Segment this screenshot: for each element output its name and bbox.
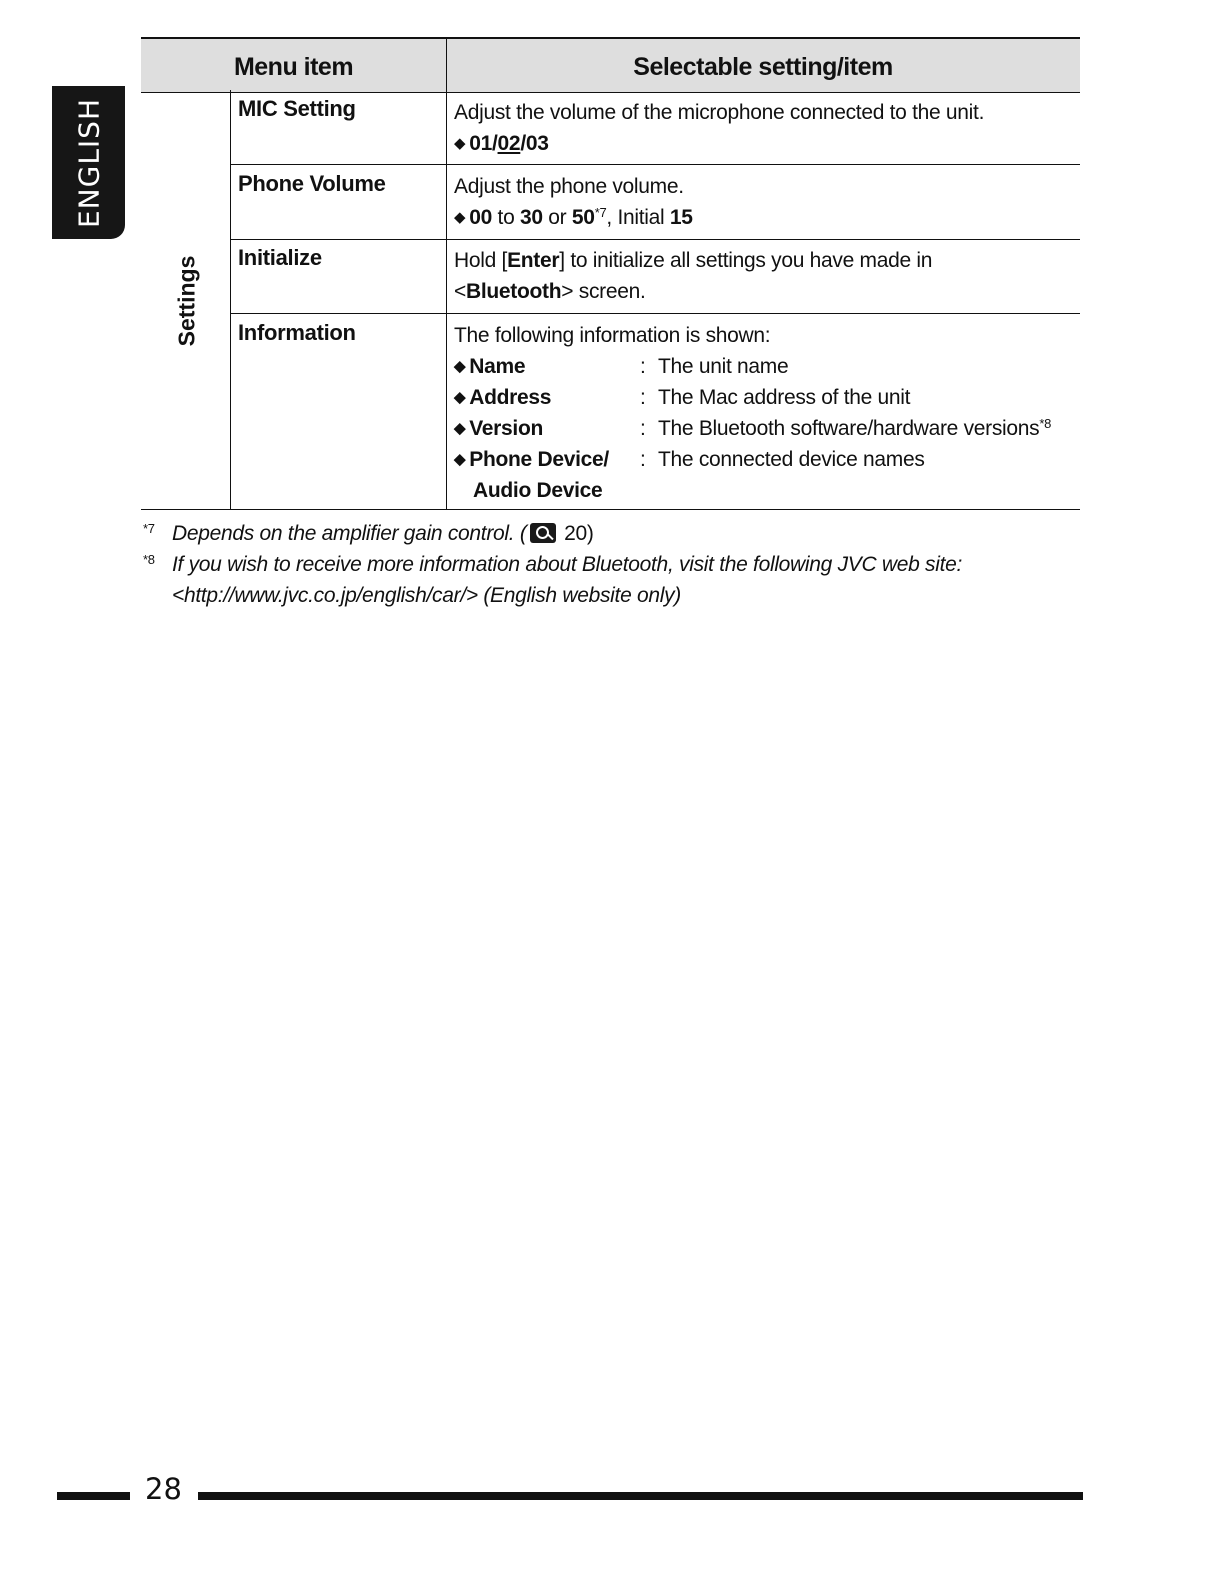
footer-bar-right [198,1492,1083,1500]
desc-text: The following information is shown: [454,324,771,347]
info-item-device: ◆ Phone Device/ : The connected device names [454,448,925,471]
row-divider [230,239,1080,240]
desc-phone-volume [454,171,1074,233]
desc-mic-setting [454,97,1074,159]
row-divider [230,164,1080,165]
magnifier-reference-icon [530,523,556,543]
diamond-bullet-icon: ◆ [454,135,466,152]
footnote-8: $^{*8}$ If you wish to receive more information about Bluetooth, visit the following JVC web site: <http://www.jvc.co.jp/english/car/> (English website only) [143,549,1043,611]
header-selectable: Selectable setting/item [633,53,893,81]
options-line: ◆ 01/02/03 [454,132,549,155]
table-header [141,37,1080,93]
footnotes [143,518,1043,611]
diamond-bullet-icon: ◆ [454,420,466,437]
default-option: 02 [497,132,521,155]
language-tab [52,86,125,239]
section-label [172,255,202,347]
section-label-text: Settings [173,255,200,347]
table-bottom-border [141,509,1080,510]
info-item-name: ◆ Name : The unit name [454,355,789,378]
diamond-bullet-icon: ◆ [454,451,466,468]
menu-item-information: Information [238,320,356,345]
footer-bar-left [57,1492,130,1500]
header-menu-item: Menu item [233,53,354,81]
row-divider [230,313,1080,314]
desc-initialize: Hold [Enter] to initialize all settings you have made in <Bluetooth> screen. [454,249,933,303]
page-number: 28 [145,1472,182,1506]
jvc-url: <http://www.jvc.co.jp/english/car/> (English website only) [172,584,682,607]
diamond-bullet-icon: ◆ [454,389,466,406]
column-divider [230,90,231,509]
options-line: ◆ 00 to 30 or 50$^{*7}$, Initial 15 [454,205,693,229]
desc-information [454,320,1074,506]
info-item-address: ◆ Address : The Mac address of the unit [454,386,911,409]
diamond-bullet-icon: ◆ [454,358,466,375]
desc-text: Adjust the phone volume. [454,175,684,198]
language-tab-label: ENGLISH [72,97,105,228]
column-divider [446,39,447,509]
info-item-version: ◆ Version : The Bluetooth software/hardware versions$^{*8}$ [454,416,1052,440]
footnote-7: $^{*7}$ Depends on the amplifier gain control. ( 20) [143,521,594,545]
menu-item-initialize: Initialize [238,245,322,270]
desc-text: Adjust the volume of the microphone connected to the unit. [454,101,985,124]
diamond-bullet-icon: ◆ [454,209,466,226]
menu-item-mic-setting: MIC Setting [238,96,356,121]
menu-item-phone-volume: Phone Volume [238,171,386,196]
info-item-device-cont: Audio Device [473,479,603,502]
